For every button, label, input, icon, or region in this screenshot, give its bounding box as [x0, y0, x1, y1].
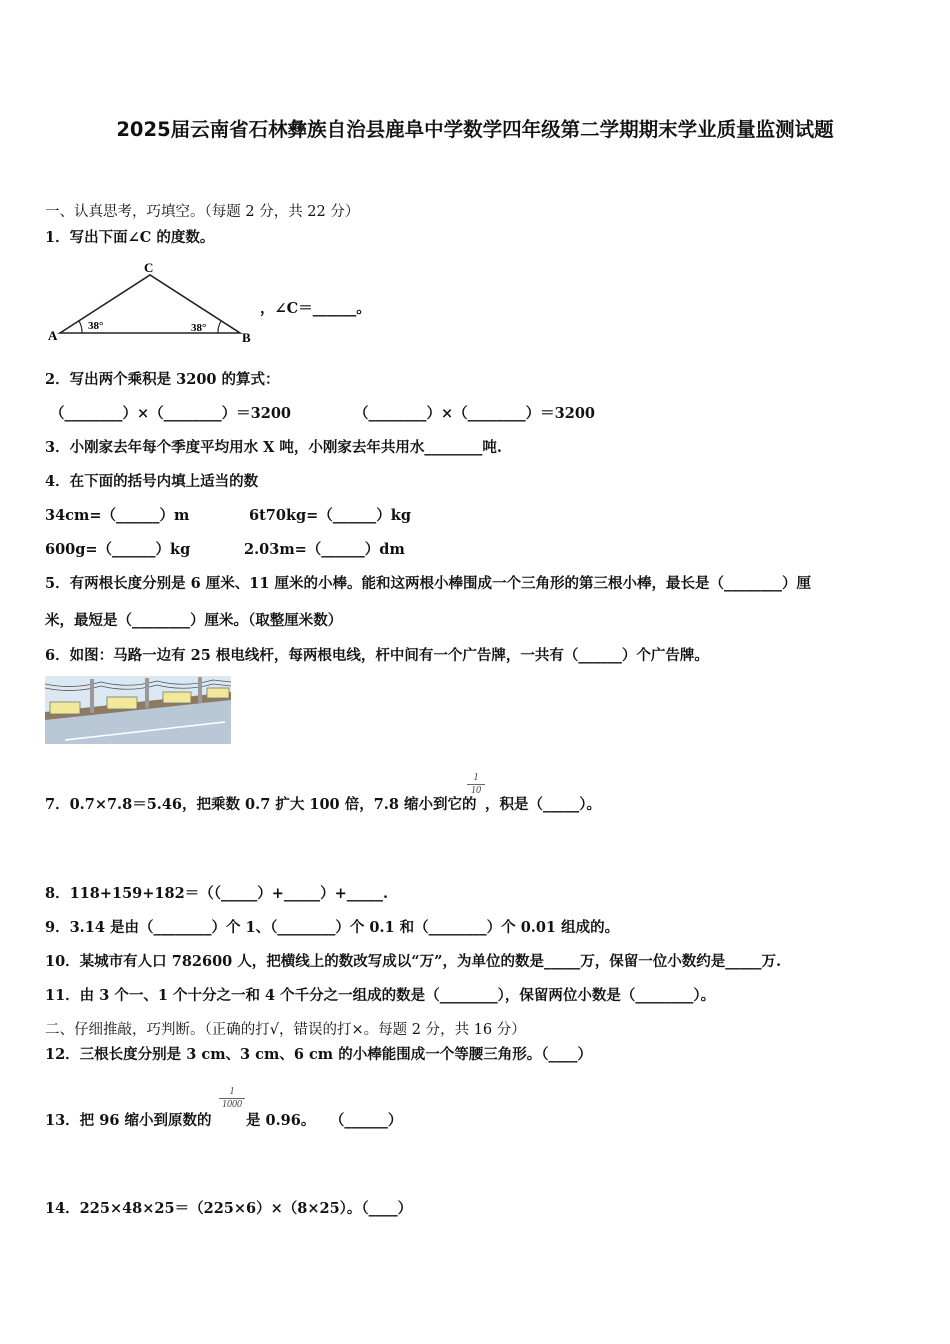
question-7-fraction-numerator: 1	[473, 772, 479, 783]
question-3: 3．小刚家去年每个季度平均用水 X 吨，小刚家去年共用水________吨.	[45, 439, 502, 456]
question-4-b: 6t70kg=（______）kg	[249, 507, 411, 524]
question-1-answer: ，∠C＝______。	[260, 300, 371, 317]
question-12: 12．三根长度分别是 3 cm、3 cm、6 cm 的小棒能围成一个等腰三角形。（____）	[45, 1046, 592, 1063]
question-4: 4．在下面的括号内填上适当的数	[45, 473, 259, 490]
question-2: 2．写出两个乘积是 3200 的算式：	[45, 371, 280, 388]
question-7-part-2: ，积是（_____）。	[485, 796, 601, 813]
question-7-part-1: 7．0.7×7.8＝5.46，把乘数 0.7 扩大 100 倍，7.8 缩小到它的	[45, 796, 477, 813]
vertex-b-label: B	[242, 330, 251, 345]
question-2-blank-b: （________）×（________）＝3200	[354, 405, 596, 422]
page-title: 2025届云南省石林彝族自治县鹿阜中学数学四年级第二学期期末学业质量监测试题	[116, 118, 834, 141]
question-8: 8．118+159+182＝（（_____）+_____）+_____.	[45, 885, 389, 902]
section-2-heading: 二、仔细推敲，巧判断。（正确的打√，错误的打×。每题 2 分，共 16 分）	[45, 1022, 526, 1038]
question-13-fraction-denominator: 1000	[219, 1098, 245, 1110]
question-4-a: 34cm=（______）m	[45, 507, 190, 524]
question-14: 14．225×48×25＝（225×6）×（8×25）。（____）	[45, 1200, 413, 1217]
triangle-figure	[45, 258, 260, 348]
section-1-heading: 一、认真思考，巧填空。（每题 2 分，共 22 分）	[45, 204, 360, 220]
question-5-line-1: 5．有两根长度分别是 6 厘米、11 厘米的小棒。能和这两根小棒围成一个三角形的第三根小棒，最长是（________）厘	[45, 575, 811, 592]
question-1: 1．写出下面∠C 的度数。	[45, 229, 215, 246]
question-9: 9．3.14 是由（________）个 1、（________）个 0.1 和（________）个 0.01 组成的。	[45, 919, 620, 936]
angle-a-label: 38°	[88, 320, 104, 332]
question-7-fraction	[467, 772, 485, 796]
road-illustration	[45, 676, 231, 744]
question-5-line-2: 米，最短是（________）厘米。（取整厘米数）	[45, 612, 343, 629]
question-4-c: 600g=（______）kg	[45, 541, 191, 558]
question-11: 11．由 3 个一、1 个十分之一和 4 个千分之一组成的数是（________），保留两位小数是（________）。	[45, 987, 716, 1004]
question-7-fraction-denominator: 10	[467, 784, 485, 796]
vertex-a-label: A	[48, 328, 58, 343]
question-10: 10．某城市有人口 782600 人，把横线上的数改写成以“万”，为单位的数是_____万，保留一位小数约是_____万.	[45, 953, 782, 970]
question-13-part-1: 13．把 96 缩小到原数的	[45, 1112, 212, 1129]
question-13-fraction	[219, 1086, 245, 1110]
question-13-fraction-numerator: 1	[229, 1086, 235, 1097]
question-2-blank-a: （________）×（________）＝3200	[50, 405, 292, 422]
angle-b-label: 38°	[191, 322, 207, 334]
question-6: 6．如图：马路一边有 25 根电线杆，每两根电线，杆中间有一个广告牌，一共有（______）个广告牌。	[45, 647, 709, 664]
question-13-part-2: 是 0.96。 （______）	[246, 1112, 403, 1129]
question-4-d: 2.03m=（______）dm	[244, 541, 405, 558]
vertex-c-label: C	[144, 260, 154, 275]
